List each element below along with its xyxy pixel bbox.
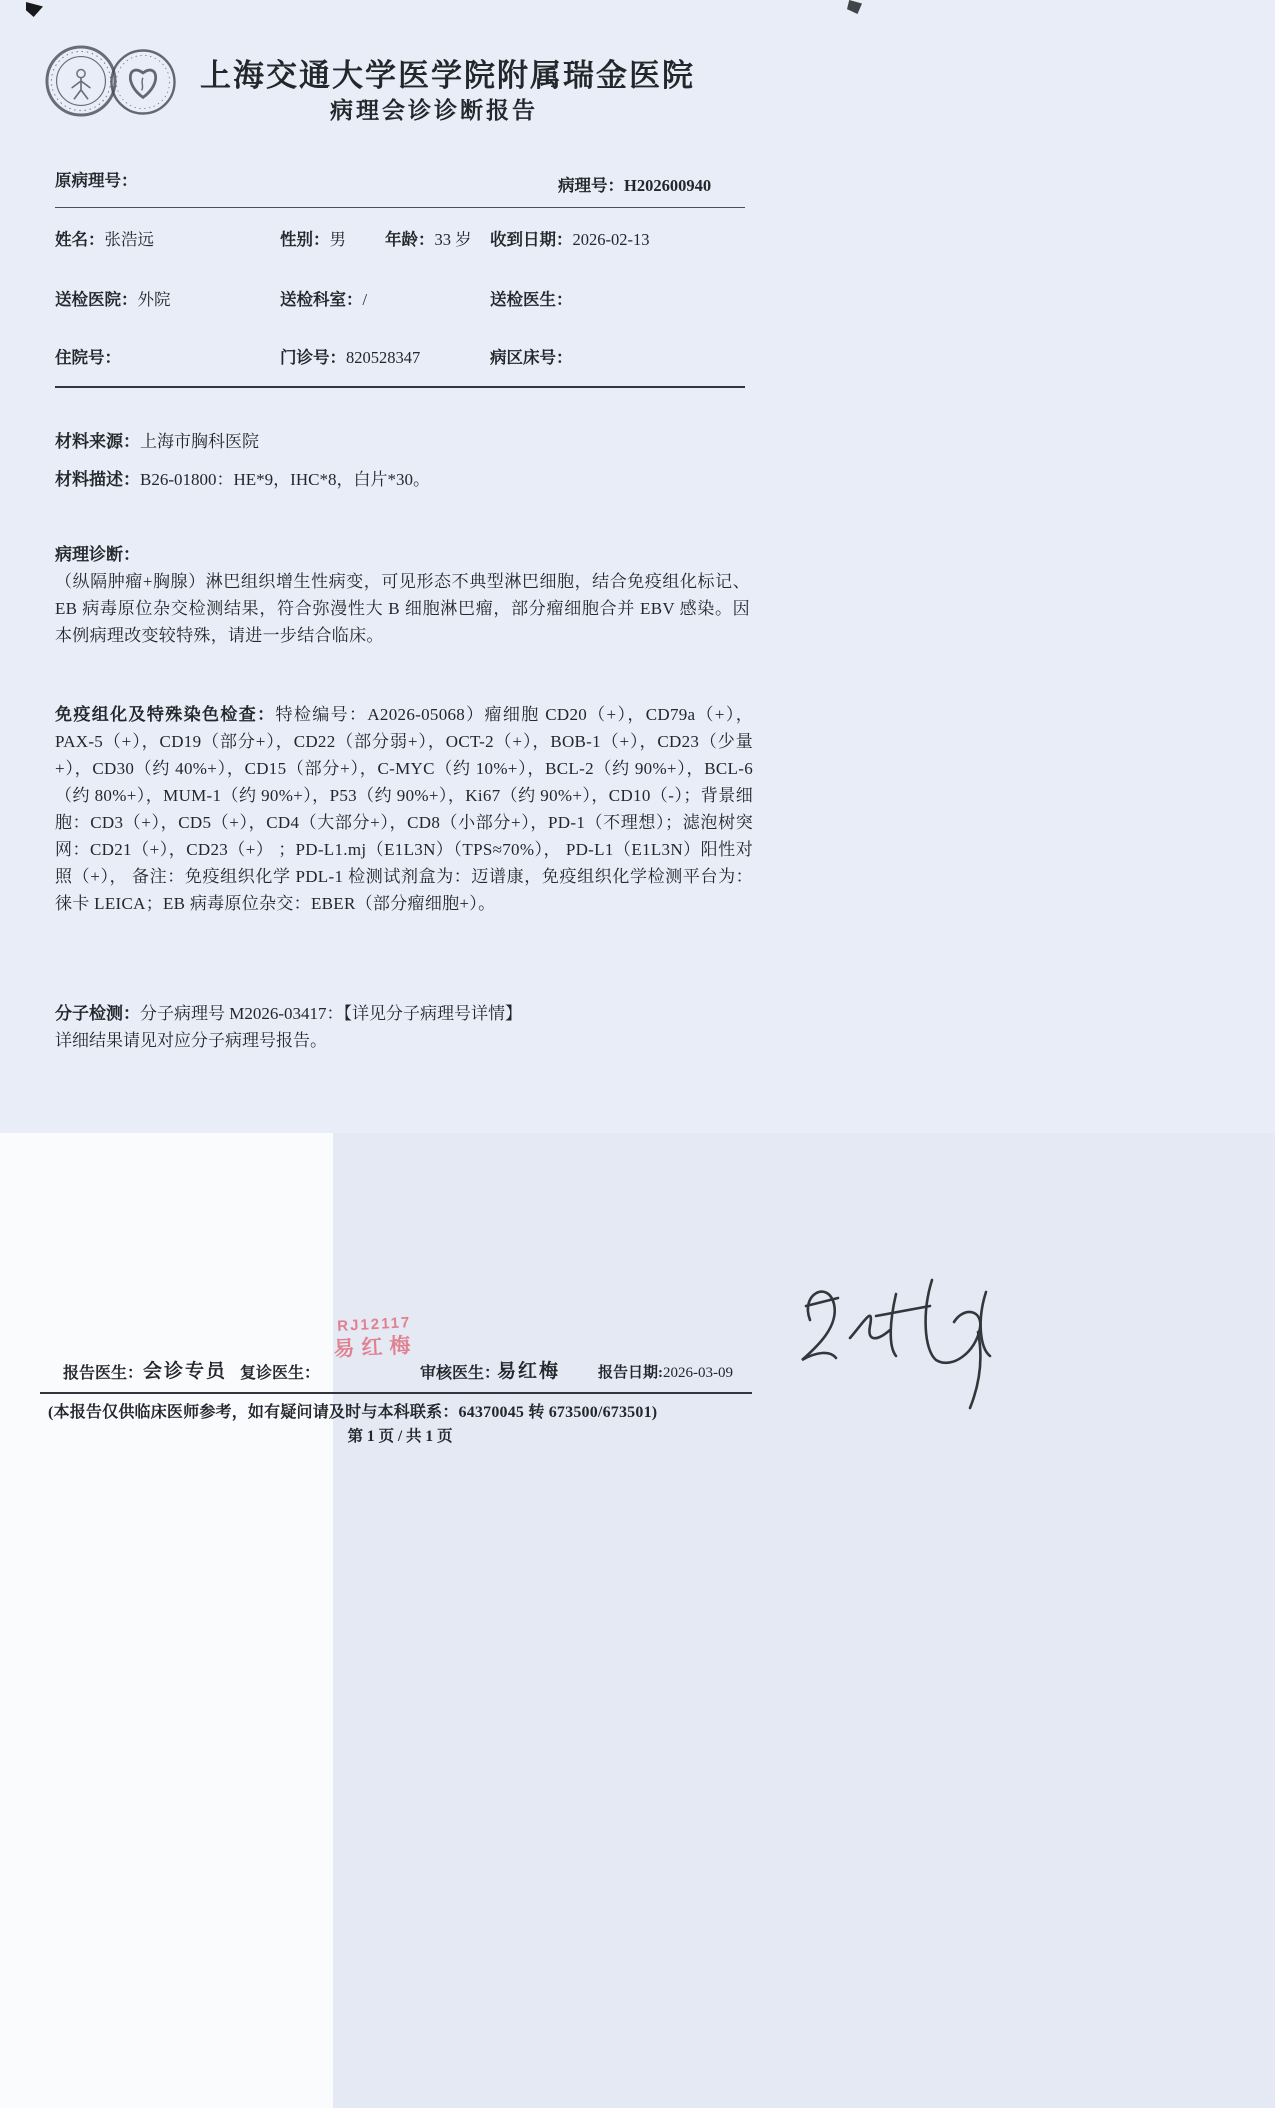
stamp-name: 易红梅 xyxy=(332,1333,419,1361)
university-seal-icon xyxy=(44,44,118,118)
diagnosis-label: 病理诊断： xyxy=(55,545,140,564)
divider-top xyxy=(55,207,745,208)
report-doctor-label: 报告医生： xyxy=(63,1365,144,1382)
molecular-section xyxy=(55,1000,750,1054)
field-inpatient-no: 住院号： xyxy=(55,348,121,367)
field-referring-dept: 送检科室：/ xyxy=(280,290,368,309)
molecular-label: 分子检测： xyxy=(55,1004,140,1023)
field-outpatient-no: 门诊号：820528347 xyxy=(280,348,421,367)
page-indicator: 第 1 页 / 共 1 页 xyxy=(347,1428,453,1445)
field-name: 姓名：张浩远 xyxy=(55,230,154,249)
hospital-name: 上海交通大学医学院附属瑞金医院 xyxy=(200,58,695,93)
report-date-label: 报告日期: xyxy=(598,1365,663,1381)
diagnosis-text: （纵隔肿瘤+胸腺）淋巴组织增生性病变，可见形态不典型淋巴细胞，结合免疫组化标记、EB 病毒原位杂交检测结果，符合弥漫性大 B 细胞淋巴瘤，部分瘤细胞合并 EBV 感染。因本例病理改变较特殊，请进一步结合临床。 xyxy=(55,572,750,645)
field-sex: 性别：男 xyxy=(280,230,346,249)
paper-edge-region xyxy=(0,1133,333,2108)
handwritten-signature xyxy=(772,1242,1022,1412)
report-date-line xyxy=(598,1361,733,1382)
ihc-label: 免疫组化及特殊染色检查： xyxy=(55,705,276,724)
review-doctor-label: 复诊医生： xyxy=(240,1365,321,1382)
pathology-no-label: 病理号： xyxy=(558,176,624,195)
diagnosis-section xyxy=(55,541,750,649)
ihc-text: 特检编号：A2026-05068）瘤细胞 CD20（+），CD79a（+），PAX-5（+），CD19（部分+），CD22（部分弱+），OCT-2（+），BOB-1（+），CD23（少量+），CD30（约 40%+），CD15（部分+），C-MYC（约 10%+），BCL-2（约 90%+），BCL-6（约 80%+），MUM-1（约 90%+），P53（约 90%+），Ki67（约 90%+），CD10（-）；背景细胞：CD3（+），CD5（+），CD4（大部分+），CD8（小部分+），PD-1（不理想）；滤泡树突网：CD21（+），CD23（+） ；PD-L1.mj（E1L3N）（TPS≈70%）， PD-L1（E1L3N）阳性对照（+）， 备注：免疫组织化学 PDL-1 检测试剂盒为：迈谱康，免疫组织化学检测平台为：徕卡 LEICA；EB 病毒原位杂交：EBER（部分瘤细胞+）。 xyxy=(55,705,753,913)
field-received-date: 收到日期：2026-02-13 xyxy=(490,230,650,249)
report-doctor-value: 会诊专员 xyxy=(143,1361,228,1382)
ihc-section xyxy=(55,701,753,917)
divider-info-bottom xyxy=(55,386,745,388)
material-source-line: 材料来源：上海市胸科医院 xyxy=(55,432,259,451)
material-desc-line: 材料描述：B26-01800：HE*9，IHC*8，白片*30。 xyxy=(55,470,430,489)
divider-footer xyxy=(40,1392,752,1394)
field-ward-bed: 病区床号： xyxy=(490,348,573,367)
audit-doctor-label: 审核医生： xyxy=(420,1365,501,1382)
report-date-value: 2026-03-09 xyxy=(663,1365,733,1381)
field-referring-hospital: 送检医院：外院 xyxy=(55,290,171,309)
field-age: 年龄：33 岁 xyxy=(385,230,472,249)
molecular-text: 分子病理号 M2026-03417：【详见分子病理号详情】 xyxy=(140,1004,523,1023)
report-title: 病理会诊诊断报告 xyxy=(330,98,538,123)
field-referring-doctor: 送检医生： xyxy=(490,290,573,309)
molecular-line2: 详细结果请见对应分子病理号报告。 xyxy=(55,1031,327,1050)
footer-note: (本报告仅供临床医师参考，如有疑问请及时与本科联系：64370045 转 673500/673501) xyxy=(48,1404,658,1421)
stamp-code: RJ12117 xyxy=(336,1314,412,1335)
original-pathology-no-label: 原病理号： xyxy=(55,171,138,190)
audit-doctor-value: 易红梅 xyxy=(497,1361,561,1382)
hospital-seal-icon xyxy=(108,47,178,117)
pathology-no-value: H202600940 xyxy=(624,176,712,195)
doctor-red-stamp xyxy=(329,1314,421,1364)
scan-artifact-corner xyxy=(26,2,43,17)
scan-artifact-top xyxy=(847,0,862,14)
